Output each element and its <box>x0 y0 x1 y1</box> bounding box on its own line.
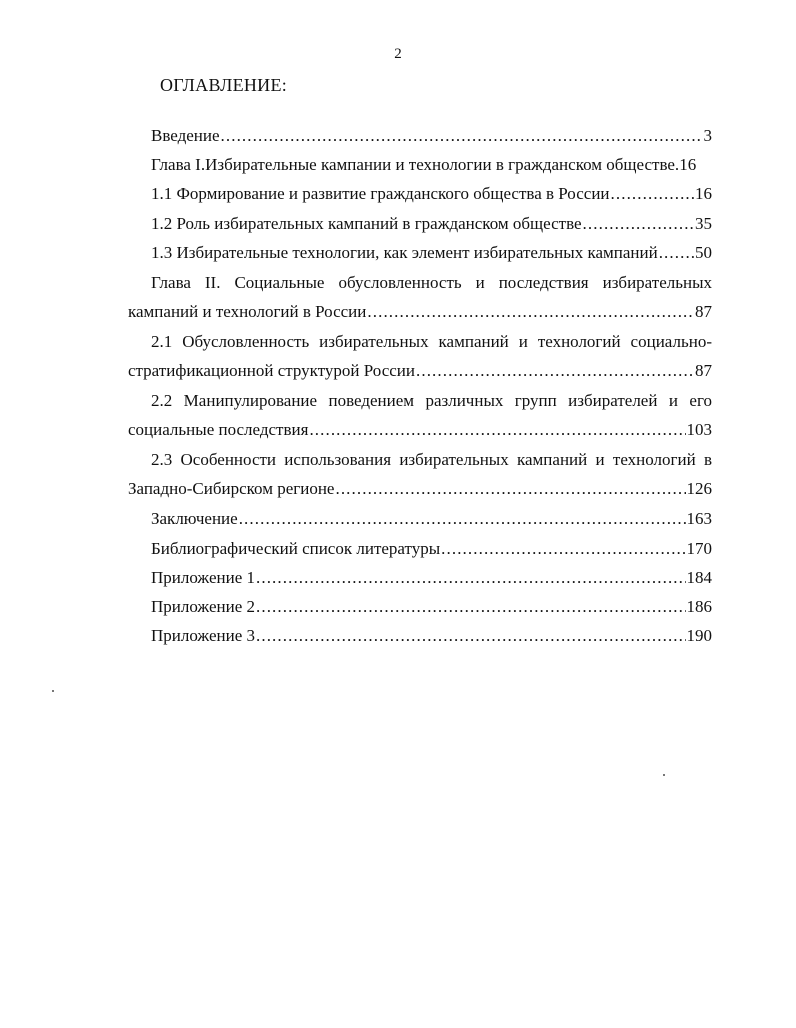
toc-entry-2-2-line2: социальные последствия ..... 103 <box>128 418 712 442</box>
toc-page-ref: 126 <box>686 479 712 498</box>
toc-entry-appendix-3: Приложение 3 ..... 190 <box>151 624 712 648</box>
toc-entry-2-1-line1: 2.1 Обусловленность избирательных кампаний и технологий социально- <box>151 332 712 351</box>
toc-entry-chapter-1: Глава I.Избирательные кампании и технологии в гражданском обществе. 16 <box>151 153 712 177</box>
toc-entry-introduction: Введение ..... 3 <box>151 124 712 148</box>
toc-entry-chapter-2-line2: кампаний и технологий в России ..... 87 <box>128 300 712 324</box>
toc-page-ref: 186 <box>686 597 712 616</box>
toc-entry-appendix-1: Приложение 1 ..... 184 <box>151 566 712 590</box>
toc-page-ref: 190 <box>686 626 712 645</box>
toc-page-ref: 16 <box>695 184 712 203</box>
toc-page-ref: 163 <box>686 509 712 528</box>
toc-page-ref: 3 <box>703 126 712 145</box>
toc-entry-1-3: 1.3 Избирательные технологии, как элемент избирательных кампаний ..... 50 <box>151 241 712 265</box>
toc-entry-2-3-line1: 2.3 Особенности использования избирательных кампаний и технологий в <box>151 450 712 469</box>
toc-entry-conclusion: Заключение ..... 163 <box>151 507 712 531</box>
toc-page-ref: 16 <box>679 155 697 174</box>
page-number: 2 <box>394 46 402 62</box>
toc-page-ref: 35 <box>695 214 712 233</box>
toc-page-ref: 50 <box>695 243 712 262</box>
toc-entry-1-1: 1.1 Формирование и развитие гражданского общества в России ..... 16 <box>151 182 712 206</box>
toc-title: ОГЛАВЛЕНИЕ: <box>160 75 288 95</box>
toc-entry-2-2-line1: 2.2 Манипулирование поведением различных групп избирателей и его <box>151 391 712 410</box>
toc-entry-2-3-line2: Западно-Сибирском регионе ..... 126 <box>128 477 712 501</box>
scan-speck <box>663 774 665 776</box>
toc-page-ref: 170 <box>686 539 712 558</box>
toc-entry-bibliography: Библиографический список литературы ..... 170 <box>151 537 712 561</box>
toc-entry-2-1-line2: стратификационной структурой России ..... 87 <box>128 359 712 383</box>
toc-page-ref: 87 <box>695 302 712 321</box>
toc-page-ref: 87 <box>695 361 712 380</box>
scan-speck <box>52 690 54 692</box>
toc-entry-1-2: 1.2 Роль избирательных кампаний в гражданском обществе ..... 35 <box>151 212 712 236</box>
toc-entry-appendix-2: Приложение 2 ..... 186 <box>151 595 712 619</box>
toc-entry-chapter-2-line1: Глава II. Социальные обусловленность и последствия избирательных <box>151 273 712 292</box>
toc-page-ref: 184 <box>686 568 712 587</box>
toc-page-ref: 103 <box>686 420 712 439</box>
